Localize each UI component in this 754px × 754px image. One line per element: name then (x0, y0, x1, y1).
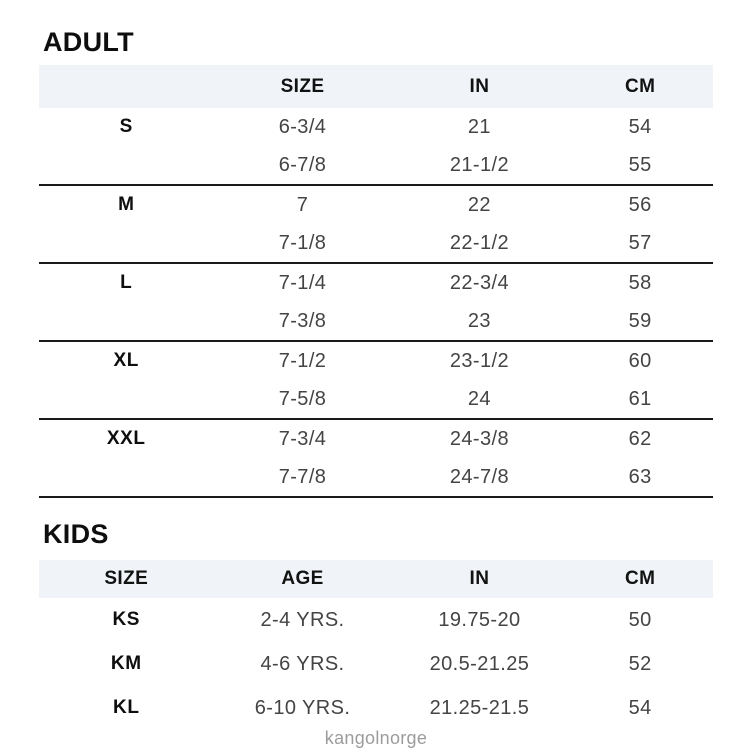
kids-column-header-size: SIZE (104, 568, 149, 589)
size-group-l (39, 264, 713, 342)
cm-cell: 52 (628, 652, 652, 675)
table-row (39, 420, 713, 458)
inches-cell: 22-3/4 (449, 271, 509, 294)
inches-cell: 24 (467, 387, 491, 410)
kids-column-header-age: AGE (281, 568, 324, 589)
size-label-cell: M (118, 194, 135, 215)
footer-watermark: kangolnorge (324, 728, 428, 748)
size-group-xl (39, 342, 713, 420)
cm-cell: 63 (628, 465, 652, 488)
cm-cell: 55 (628, 153, 652, 176)
hat-size-cell: 7-7/8 (278, 465, 327, 488)
table-row (39, 458, 713, 496)
table-row (39, 264, 713, 302)
size-label-cell: XL (113, 350, 140, 371)
table-row (39, 642, 713, 686)
kids-column-header-cm: CM (625, 568, 656, 589)
table-row (39, 598, 713, 642)
cm-cell: 54 (628, 115, 652, 138)
inches-cell: 21 (467, 115, 491, 138)
age-cell: 4-6 YRS. (260, 652, 345, 675)
table-row (39, 224, 713, 262)
table-row (39, 686, 713, 730)
hat-size-cell: 7-1/8 (278, 231, 327, 254)
hat-size-cell: 6-7/8 (278, 153, 327, 176)
cm-cell: 58 (628, 271, 652, 294)
hat-size-cell: 6-3/4 (278, 115, 327, 138)
table-row (39, 380, 713, 418)
table-row (39, 108, 713, 146)
table-row (39, 146, 713, 184)
hat-size-cell: 7-1/4 (278, 271, 327, 294)
kids-size-table (39, 560, 713, 730)
hat-size-cell: 7 (296, 193, 309, 216)
cm-cell: 61 (628, 387, 652, 410)
size-group-m (39, 186, 713, 264)
cm-cell: 50 (628, 608, 652, 631)
table-row (39, 342, 713, 380)
size-label-cell: L (120, 272, 133, 293)
kids-table-header-row (39, 560, 713, 598)
adult-column-header-size: SIZE (280, 75, 325, 97)
hat-size-cell: 7-1/2 (278, 349, 327, 372)
inches-cell: 20.5-21.25 (429, 652, 530, 675)
hat-size-cell: 7-5/8 (278, 387, 327, 410)
size-label-cell: S (119, 116, 133, 137)
table-row (39, 186, 713, 224)
inches-cell: 22-1/2 (449, 231, 509, 254)
kids-column-header-in: IN (469, 568, 490, 589)
hat-size-cell: 7-3/4 (278, 427, 327, 450)
cm-cell: 54 (628, 696, 652, 719)
inches-cell: 19.75-20 (438, 608, 521, 631)
adult-table-header-row (39, 65, 713, 108)
cm-cell: 56 (628, 193, 652, 216)
adult-size-table (39, 65, 713, 498)
size-label-cell: KM (110, 653, 142, 674)
age-cell: 6-10 YRS. (254, 696, 351, 719)
cm-cell: 57 (628, 231, 652, 254)
size-label-cell: KS (112, 609, 141, 630)
inches-cell: 21.25-21.5 (429, 696, 530, 719)
inches-cell: 24-7/8 (449, 465, 509, 488)
cm-cell: 60 (628, 349, 652, 372)
size-label-cell: XXL (106, 428, 146, 449)
adult-section-title: ADULT (43, 27, 134, 57)
inches-cell: 22 (467, 193, 491, 216)
hat-size-cell: 7-3/8 (278, 309, 327, 332)
cm-cell: 59 (628, 309, 652, 332)
adult-column-header-cm: CM (625, 75, 656, 97)
cm-cell: 62 (628, 427, 652, 450)
size-label-cell: KL (113, 697, 140, 718)
kids-section-title: KIDS (43, 519, 109, 549)
inches-cell: 24-3/8 (449, 427, 509, 450)
size-group-xxl (39, 420, 713, 498)
inches-cell: 23-1/2 (449, 349, 509, 372)
age-cell: 2-4 YRS. (260, 608, 345, 631)
table-row (39, 302, 713, 340)
inches-cell: 23 (467, 309, 491, 332)
inches-cell: 21-1/2 (449, 153, 509, 176)
size-group-s (39, 108, 713, 186)
adult-column-header-in: IN (469, 75, 490, 97)
